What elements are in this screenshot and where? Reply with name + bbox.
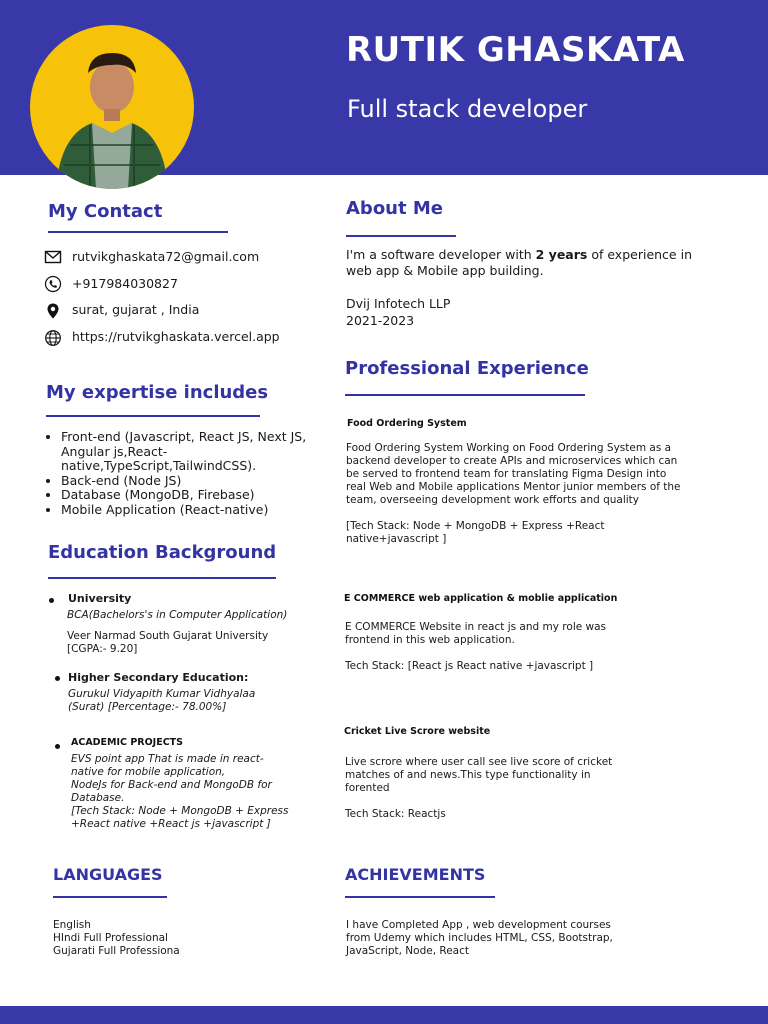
achievement-line: JavaScript, Node, React bbox=[346, 945, 469, 957]
project-desc-line: Live scrore where user call see live score of cricket bbox=[345, 756, 613, 768]
experience-rule bbox=[345, 394, 585, 396]
contact-website[interactable]: https://rutvikghaskata.vercel.app bbox=[72, 329, 280, 344]
project-desc-line: team, overseeing development work efforts and quality bbox=[346, 494, 640, 506]
university-school: Veer Narmad South Gujarat University bbox=[67, 630, 269, 642]
language-line: English bbox=[53, 919, 91, 931]
about-heading: About Me bbox=[346, 198, 443, 219]
contact-heading: My Contact bbox=[48, 201, 163, 222]
project-desc-line: frontend in this web application. bbox=[345, 634, 515, 646]
expertise-heading: My expertise includes bbox=[46, 382, 269, 403]
email-icon bbox=[44, 248, 62, 266]
phone-icon bbox=[44, 275, 62, 293]
expertise-item: • Mobile Application (React-native) bbox=[61, 503, 311, 518]
footer-bar bbox=[0, 1006, 768, 1024]
about-years-highlight: 2 years bbox=[535, 247, 588, 262]
university-degree: BCA(Bachelors's in Computer Application) bbox=[67, 609, 288, 621]
education-bullet bbox=[55, 744, 60, 749]
project-line: NodeJs for Back-end and MongoDB for bbox=[71, 779, 272, 791]
project-desc-line: Food Ordering System Working on Food Ordering System as a bbox=[346, 442, 672, 454]
project-line: Database. bbox=[71, 792, 125, 804]
about-company: Dvij Infotech LLP bbox=[346, 296, 451, 311]
project-title: Cricket Live Scrore website bbox=[344, 726, 491, 737]
project-line: +React native +React js +javascript ] bbox=[71, 818, 271, 830]
project-stack: Tech Stack: Reactjs bbox=[345, 808, 446, 820]
university-cgpa: [CGPA:- 9.20] bbox=[67, 643, 138, 655]
education-rule bbox=[48, 577, 276, 579]
contact-location: surat, gujarat , India bbox=[72, 302, 200, 317]
secondary-school-line: Gurukul Vidyapith Kumar Vidhyalaa bbox=[68, 688, 256, 700]
profile-photo bbox=[30, 25, 194, 189]
achievement-line: I have Completed App , web development courses bbox=[346, 919, 611, 931]
achievements-heading: ACHIEVEMENTS bbox=[345, 865, 486, 884]
project-desc-line: be served to frontend team for translating Figma Design into bbox=[346, 468, 667, 480]
location-pin-icon bbox=[44, 302, 62, 320]
about-rule bbox=[346, 235, 456, 237]
expertise-item: • Back-end (Node JS) bbox=[61, 474, 311, 489]
secondary-school-line: (Surat) [Percentage:- 78.00%] bbox=[68, 701, 227, 713]
about-text-part: of experience in bbox=[587, 247, 692, 262]
language-line: HIndi Full Professional bbox=[53, 932, 168, 944]
about-text-part: I'm a software developer with bbox=[346, 247, 536, 262]
education-heading: Education Background bbox=[48, 542, 277, 563]
contact-email[interactable]: rutvikghaskata72@gmail.com bbox=[72, 249, 260, 264]
project-line: EVS point app That is made in react- bbox=[71, 753, 264, 765]
languages-heading: LANGUAGES bbox=[53, 865, 163, 884]
secondary-heading: Higher Secondary Education: bbox=[68, 671, 249, 684]
contact-rule bbox=[48, 231, 228, 233]
project-stack: [Tech Stack: Node + MongoDB + Express +React bbox=[346, 520, 605, 532]
about-text-line bbox=[346, 247, 726, 263]
expertise-item: • Database (MongoDB, Firebase) bbox=[61, 488, 311, 503]
project-title: Food Ordering System bbox=[347, 418, 467, 429]
achievement-line: from Udemy which includes HTML, CSS, Bootstrap, bbox=[346, 932, 613, 944]
project-desc-line: backend developer to create APIs and microservices which can bbox=[346, 455, 678, 467]
education-bullet bbox=[49, 598, 54, 603]
university-heading: University bbox=[68, 592, 132, 605]
project-stack: Tech Stack: [React js React native +javascript ] bbox=[345, 660, 594, 672]
expertise-rule bbox=[46, 415, 260, 417]
achievements-rule bbox=[345, 896, 495, 898]
job-title: Full stack developer bbox=[347, 95, 588, 123]
project-desc-line: real Web and Mobile applications Mentor junior members of the bbox=[346, 481, 681, 493]
globe-icon bbox=[44, 329, 62, 347]
experience-heading: Professional Experience bbox=[345, 358, 589, 379]
about-text-line: web app & Mobile app building. bbox=[346, 263, 544, 278]
project-desc-line: E COMMERCE Website in react js and my role was bbox=[345, 621, 607, 633]
language-line: Gujarati Full Professiona bbox=[53, 945, 180, 957]
expertise-item: • Front-end (Javascript, React JS, Next JS, Angular js,React-native,TypeScript,TailwindCSS). bbox=[61, 430, 311, 474]
education-bullet bbox=[55, 676, 60, 681]
expertise-list bbox=[45, 430, 311, 517]
project-desc-line: matches of and news.This type functionality in bbox=[345, 769, 591, 781]
project-line: native for mobile application, bbox=[71, 766, 226, 778]
project-line: [Tech Stack: Node + MongoDB + Express bbox=[71, 805, 289, 817]
project-title: E COMMERCE web application & moblie application bbox=[344, 593, 618, 604]
about-years: 2021-2023 bbox=[346, 313, 415, 328]
project-stack: native+javascript ] bbox=[346, 533, 447, 545]
project-desc-line: forented bbox=[345, 782, 390, 794]
languages-rule bbox=[53, 896, 167, 898]
projects-heading: ACADEMIC PROJECTS bbox=[71, 737, 183, 748]
person-name: RUTIK GHASKATA bbox=[346, 30, 685, 70]
contact-phone[interactable]: +917984030827 bbox=[72, 276, 178, 291]
